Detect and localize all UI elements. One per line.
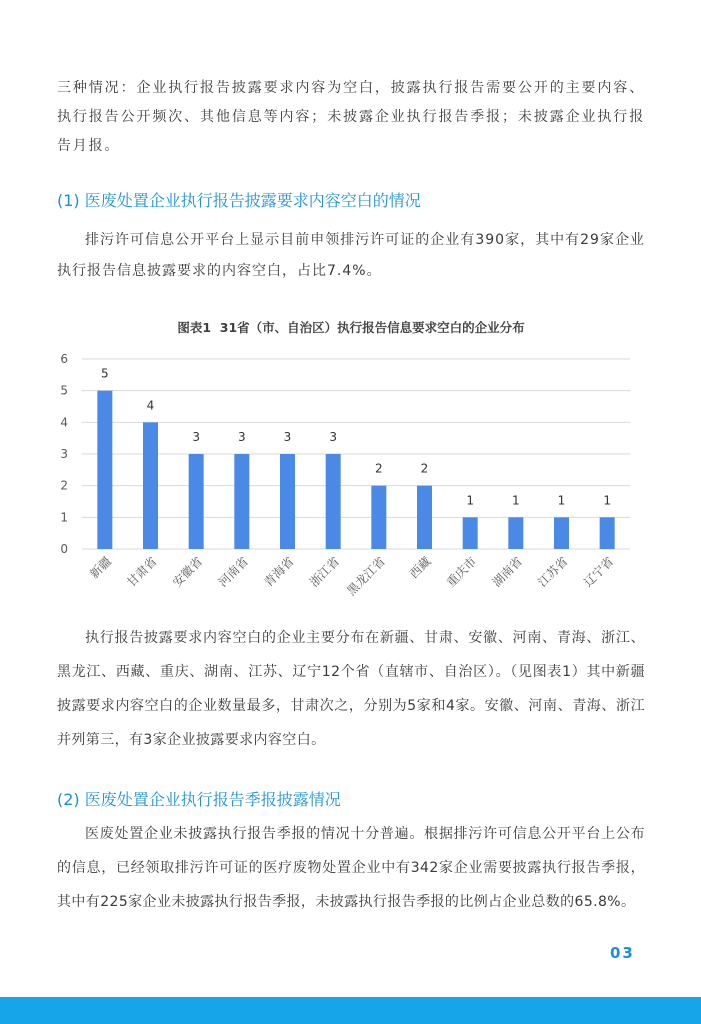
chart-data-label: 3: [283, 430, 292, 444]
chart-x-tick-label: 青海省: [261, 554, 297, 590]
chart-data-label: 5: [101, 366, 109, 381]
chart-y-tick-label: 2: [60, 478, 68, 493]
section-heading-2: (2) 医废处置企业执行报告季报披露情况: [57, 790, 341, 809]
chart-bar: [143, 422, 158, 549]
chart-x-tick-label: 西藏: [406, 554, 434, 582]
chart-data-label: 1: [603, 493, 611, 508]
figure-1: [57, 318, 645, 605]
chart-y-tick-label: 1: [60, 510, 68, 525]
chart-data-label: 3: [192, 430, 200, 444]
section-heading-1: (1) 医废处置企业执行报告披露要求内容空白的情况: [57, 191, 421, 210]
chart-bar: [97, 391, 112, 549]
chart-data-label: 3: [329, 430, 337, 444]
chart-bar: [508, 517, 523, 549]
chart-bar: [189, 454, 204, 549]
section-1-paragraph: 排污许可信息公开平台上显示目前申领排污许可证的企业有390家，其中有29家企业执行报告信息披露要求的内容空白，占比7.4%。: [57, 232, 645, 279]
chart-x-tick-label: 安徽省: [169, 554, 206, 590]
chart-x-tick-label: 浙江省: [306, 554, 343, 590]
chart-x-tick-label: 江苏省: [535, 554, 571, 590]
chart-bar: [417, 486, 432, 549]
content-column: [57, 0, 645, 919]
chart-data-label: 2: [420, 461, 429, 476]
section-2-paragraph: 医废处置企业未披露执行报告季报的情况十分普遍。根据排污许可信息公开平台上公布的信息，已经领取排污许可证的医疗废物处置企业中有342家企业需要披露执行报告季报，其中有225家企业未披露执行报告季报，未披露执行报告季报的比例占企业总数的65.8%。: [57, 826, 645, 910]
chart-bar: [234, 454, 249, 549]
chart-y-tick-label: 0: [60, 542, 68, 556]
chart-data-label: 1: [512, 493, 520, 508]
bar-chart: [57, 340, 645, 605]
chart-data-label: 2: [375, 461, 383, 476]
chart-bar: [280, 454, 295, 549]
chart-bar: [600, 517, 615, 549]
chart-x-tick-label: 湖南省: [489, 554, 525, 590]
chart-title: 图表1 31省（市、自治区）执行报告信息要求空白的企业分布: [177, 320, 525, 335]
chart-y-tick-label: 5: [60, 383, 68, 398]
chart-bar: [554, 517, 569, 549]
figure-1-analysis-paragraph: 执行报告披露要求内容空白的企业主要分布在新疆、甘肃、安徽、河南、青海、浙江、黑龙江、西藏、重庆、湖南、江苏、辽宁12个省（直辖市、自治区）。（见图表1）其中新疆披露要求内容空白的企业数量最多，甘肃次之，分别为5家和4家。安徽、河南、青海、浙江并列第三，有3家企业披露要求内容空白。: [57, 630, 645, 748]
chart-data-label: 1: [557, 493, 566, 508]
chart-data-label: 3: [238, 430, 246, 444]
intro-paragraph: 三种情况：企业执行报告披露要求内容为空白，披露执行报告需要公开的主要内容、执行报告公开频次、其他信息等内容；未披露企业执行报告季报；未披露企业执行报告月报。: [57, 80, 645, 154]
chart-x-tick-label: 黑龙江省: [344, 554, 388, 599]
chart-x-tick-label: 河南省: [215, 554, 251, 590]
footer-band: [0, 997, 701, 1024]
chart-y-tick-label: 3: [60, 447, 68, 461]
chart-y-tick-label: 6: [60, 352, 68, 366]
page-number: 03: [610, 944, 635, 962]
chart-bar: [326, 454, 341, 549]
chart-x-tick-label: 辽宁省: [580, 554, 617, 590]
chart-data-label: 1: [466, 493, 474, 508]
chart-y-tick-label: 4: [60, 415, 68, 430]
chart-bar: [463, 517, 478, 549]
chart-x-tick-label: 重庆市: [443, 554, 480, 590]
chart-data-label: 4: [146, 398, 155, 413]
chart-bar: [371, 486, 386, 549]
chart-x-tick-label: 新疆: [87, 554, 114, 582]
chart-x-tick-label: 甘肃省: [124, 554, 160, 590]
